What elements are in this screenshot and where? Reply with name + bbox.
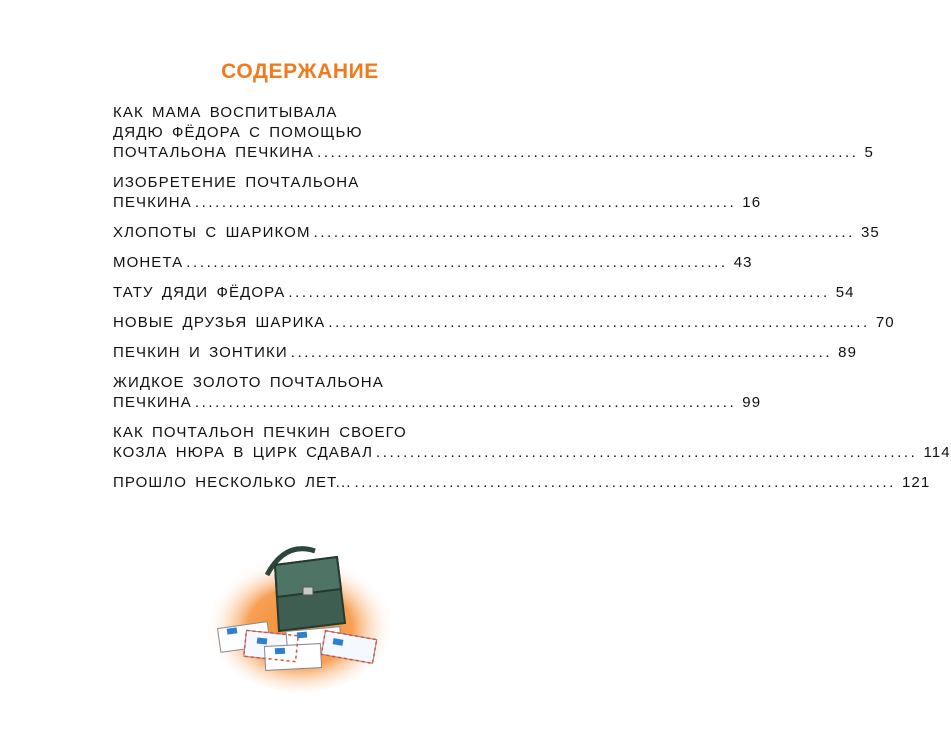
toc-page-number: 99 [742, 394, 762, 411]
toc-entry-title: ПЕЧКИНА [113, 194, 192, 211]
toc-entry-line: ДЯДЮ ФЁДОРА С ПОМОЩЬЮ [113, 124, 363, 141]
toc-entry [113, 473, 931, 493]
toc-page-number: 54 [835, 284, 855, 301]
bag-buckle [303, 587, 313, 595]
toc-entry-last-line [113, 473, 931, 493]
toc-entry-last-line [113, 283, 855, 303]
toc-entry [113, 253, 753, 273]
dot-leader: ................................................................................ [328, 314, 870, 331]
toc-entry-title: НОВЫЕ ДРУЗЬЯ ШАРИКА [113, 314, 326, 331]
toc-entry [113, 343, 858, 363]
toc-entry-title: ПОЧТАЛЬОНА ПЕЧКИНА [113, 144, 315, 161]
toc-entry-title: ТАТУ ДЯДИ ФЁДОРА [113, 284, 286, 301]
dot-leader: ................................................................................ [194, 194, 737, 211]
dot-leader: ................................................................................ [317, 144, 859, 161]
toc-entry-title: МОНЕТА [113, 254, 184, 271]
dot-leader: ................................................................................ [354, 474, 896, 491]
toc-entry-title: ПЕЧКИНА [113, 394, 192, 411]
toc-page-number: 43 [733, 254, 753, 271]
toc-entry [113, 423, 951, 463]
toc-entry [113, 283, 855, 303]
toc-entry-last-line [113, 143, 874, 163]
toc-entry-last-line [113, 223, 880, 243]
toc-page-number: 121 [901, 474, 931, 491]
table-of-contents [113, 103, 951, 503]
dot-leader: ................................................................................ [186, 254, 728, 271]
toc-entry [113, 173, 762, 213]
dot-leader: ................................................................................ [194, 394, 737, 411]
toc-entry-title: ПРОШЛО НЕСКОЛЬКО ЛЕТ... [113, 474, 352, 491]
postman-bag-with-letters-icon [205, 535, 395, 690]
toc-page-number: 16 [742, 194, 762, 211]
toc-page-number: 114 [923, 444, 951, 461]
toc-entry-line: ЖИДКОЕ ЗОЛОТО ПОЧТАЛЬОНА [113, 374, 384, 391]
toc-entry-last-line [113, 443, 951, 463]
toc-entry-last-line [113, 343, 858, 363]
toc-entry [113, 103, 874, 163]
toc-entry-last-line [113, 253, 753, 273]
toc-page-number: 70 [875, 314, 895, 331]
toc-entry-line: КАК МАМА ВОСПИТЫВАЛА [113, 104, 338, 121]
dot-leader: ................................................................................ [313, 224, 855, 241]
dot-leader: ................................................................................ [376, 444, 918, 461]
dot-leader: ................................................................................ [290, 344, 833, 361]
toc-page-number: 5 [864, 144, 874, 161]
toc-entry [113, 373, 762, 413]
toc-page-number: 35 [860, 224, 880, 241]
toc-entry-last-line [113, 313, 895, 333]
toc-entry-last-line [113, 393, 762, 413]
dot-leader: ................................................................................ [288, 284, 830, 301]
toc-entry-line: КАК ПОЧТАЛЬОН ПЕЧКИН СВОЕГО [113, 424, 407, 441]
toc-entry [113, 313, 895, 333]
toc-entry-title: КОЗЛА НЮРА В ЦИРК СДАВАЛ [113, 444, 374, 461]
toc-page-number: 89 [838, 344, 858, 361]
toc-entry [113, 223, 880, 243]
toc-entry-title: ХЛОПОТЫ С ШАРИКОМ [113, 224, 311, 241]
toc-entry-last-line [113, 193, 762, 213]
toc-entry-line: ИЗОБРЕТЕНИЕ ПОЧТАЛЬОНА [113, 174, 360, 191]
page-title: СОДЕРЖАНИЕ [221, 60, 379, 83]
toc-entry-title: ПЕЧКИН И ЗОНТИКИ [113, 344, 288, 361]
